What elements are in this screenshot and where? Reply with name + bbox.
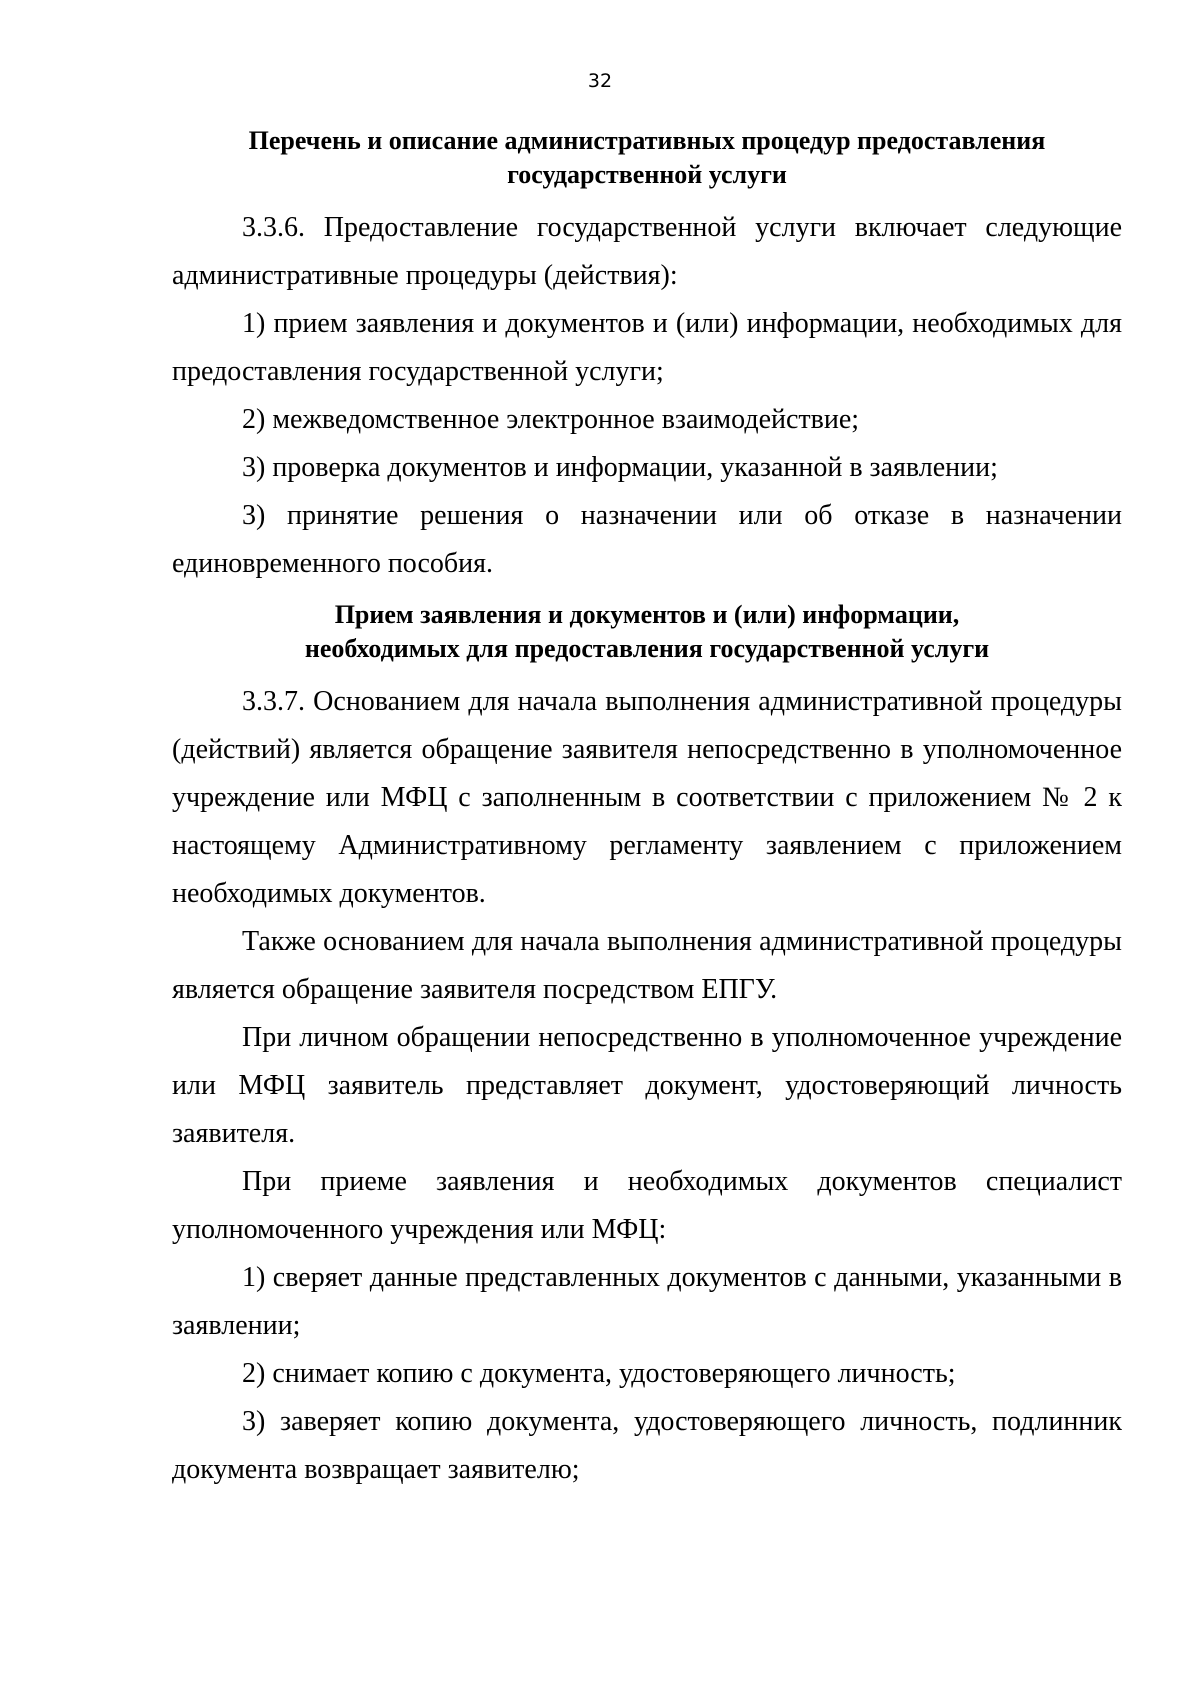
heading-line: Перечень и описание административных процедур предоставления	[248, 126, 1046, 155]
paragraph: При личном обращении непосредственно в уполномоченное учреждение или МФЦ заявитель представляет документ, удостоверяющий личность заявителя.	[172, 1022, 1122, 1149]
paragraph: Также основанием для начала выполнения административной процедуры является обращение заявителя посредством ЕПГУ.	[172, 926, 1122, 1005]
heading-line: государственной услуги	[507, 160, 787, 189]
list-item: 1) сверяет данные представленных документов с данными, указанными в заявлении;	[172, 1262, 1122, 1341]
list-item: 3) заверяет копию документа, удостоверяющего личность, подлинник документа возвращает заявителю;	[172, 1406, 1122, 1485]
paragraph: При приеме заявления и необходимых документов специалист уполномоченного учреждения или МФЦ:	[172, 1166, 1122, 1245]
list-item: 2) снимает копию с документа, удостоверяющего личность;	[242, 1358, 956, 1389]
section-heading-application-intake	[172, 598, 1122, 666]
list-item: 1) прием заявления и документов и (или) информации, необходимых для предоставления государственной услуги;	[172, 308, 1122, 387]
section-heading-procedures	[172, 124, 1122, 192]
list-item: 2) межведомственное электронное взаимодействие;	[242, 404, 860, 435]
list-item: 3) проверка документов и информации, указанной в заявлении;	[242, 452, 998, 483]
paragraph: 3.3.7. Основанием для начала выполнения административной процедуры (действий) является обращение заявителя непосредственно в уполномоченное учреждение или МФЦ с заполненным в соответствии с приложением № 2 к настоящему Административному регламенту заявлением с приложением необходимых документов.	[172, 686, 1122, 909]
document-body	[172, 124, 1122, 1494]
heading-line: Прием заявления и документов и (или) информации,	[334, 600, 960, 629]
heading-line: необходимых для предоставления государственной услуги	[304, 634, 990, 663]
page-number: 32	[587, 70, 613, 92]
list-item: 3) принятие решения о назначении или об отказе в назначении единовременного пособия.	[172, 500, 1122, 579]
paragraph: 3.3.6. Предоставление государственной услуги включает следующие административные процедуры (действия):	[172, 212, 1122, 291]
